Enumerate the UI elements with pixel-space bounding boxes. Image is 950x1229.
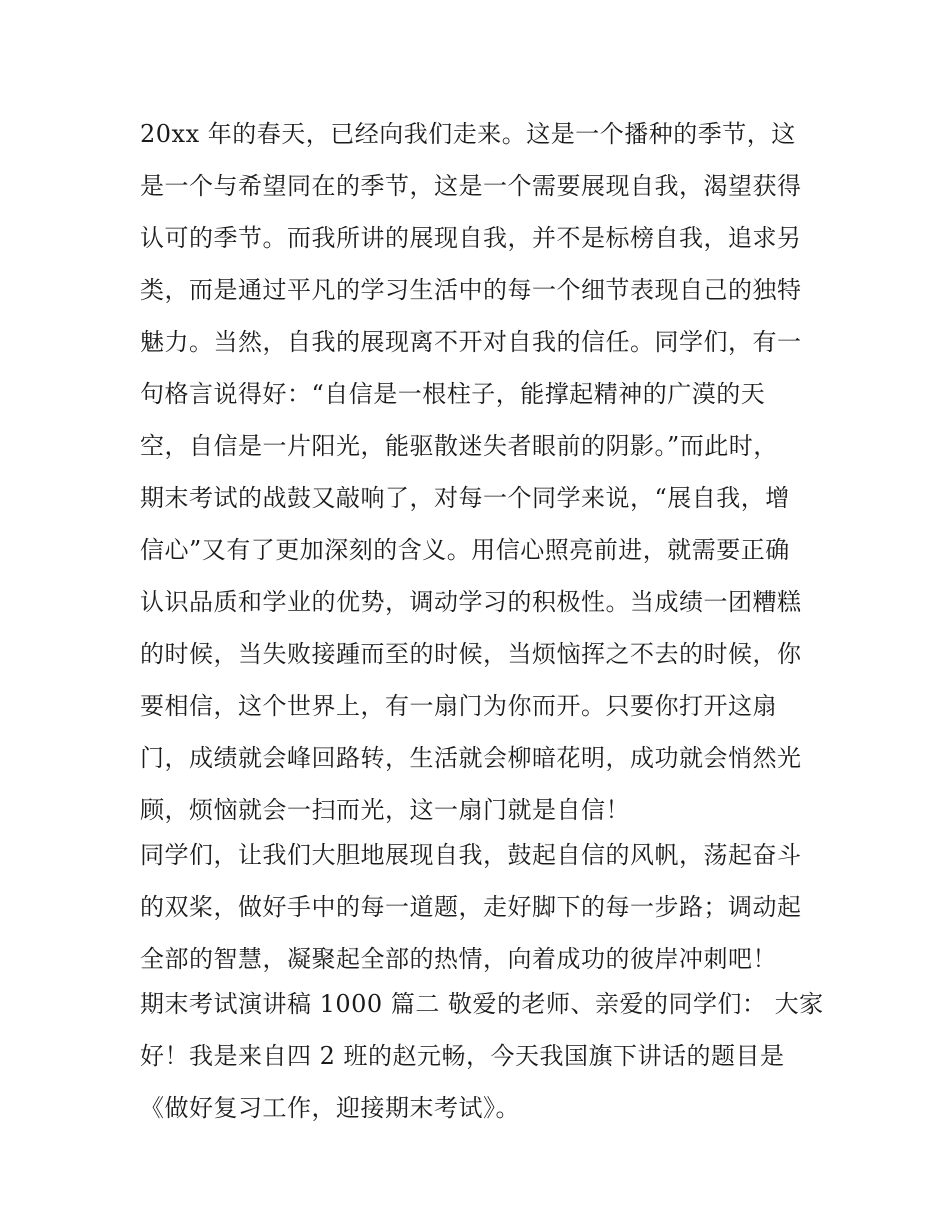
text-line: 《做好复习工作，迎接期末考试》。 [140,1094,520,1122]
text-line: 句格言说得好：“自信是一根柱子，能撑起精神的广漠的天 [140,380,766,408]
document-body [140,108,824,1134]
text-line: 同学们，让我们大胆地展现自我，鼓起自信的风帆，荡起奋斗 [140,841,802,869]
text-line: 信心”又有了更加深刻的含义。用信心照亮前进，就需要正确 [140,536,790,564]
text-line: 期末考试演讲稿 1000 篇二 敬爱的老师、亲爱的同学们： 大家 [140,990,824,1018]
text-line: 20xx 年的春天，已经向我们走来。这是一个播种的季节，这 [140,120,796,148]
text-line: 的时候，当失败接踵而至的时候，当烦恼挥之不去的时候，你 [140,640,802,668]
text-line: 认可的季节。而我所讲的展现自我，并不是标榜自我，追求另 [140,224,802,252]
text-line: 类，而是通过平凡的学习生活中的每一个细节表现自己的独特 [140,276,802,304]
text-line: 好！我是来自四 2 班的赵元畅，今天我国旗下讲话的题目是 [140,1042,785,1070]
text-line: 全部的智慧，凝聚起全部的热情，向着成功的彼岸冲刺吧！ [140,945,777,973]
text-line: 的双桨，做好手中的每一道题，走好脚下的每一步路；调动起 [140,893,802,921]
text-line: 期末考试的战鼓又敲响了，对每一个同学来说，“展自我，增 [140,484,790,512]
text-line: 魅力。当然，自我的展现离不开对自我的信任。同学们，有一 [140,328,802,356]
text-line: 是一个与希望同在的季节，这是一个需要展现自我，渴望获得 [140,172,802,200]
text-line: 顾，烦恼就会一扫而光，这一扇门就是自信！ [140,796,630,824]
text-line: 空，自信是一片阳光，能驱散迷失者眼前的阴影。”而此时， [140,432,778,460]
text-line: 要相信，这个世界上，有一扇门为你而开。只要你打开这扇 [140,692,777,720]
text-line: 认识品质和学业的优势，调动学习的积极性。当成绩一团糟糕 [140,588,802,616]
text-line: 门，成绩就会峰回路转，生活就会柳暗花明，成功就会悄然光 [140,744,802,772]
